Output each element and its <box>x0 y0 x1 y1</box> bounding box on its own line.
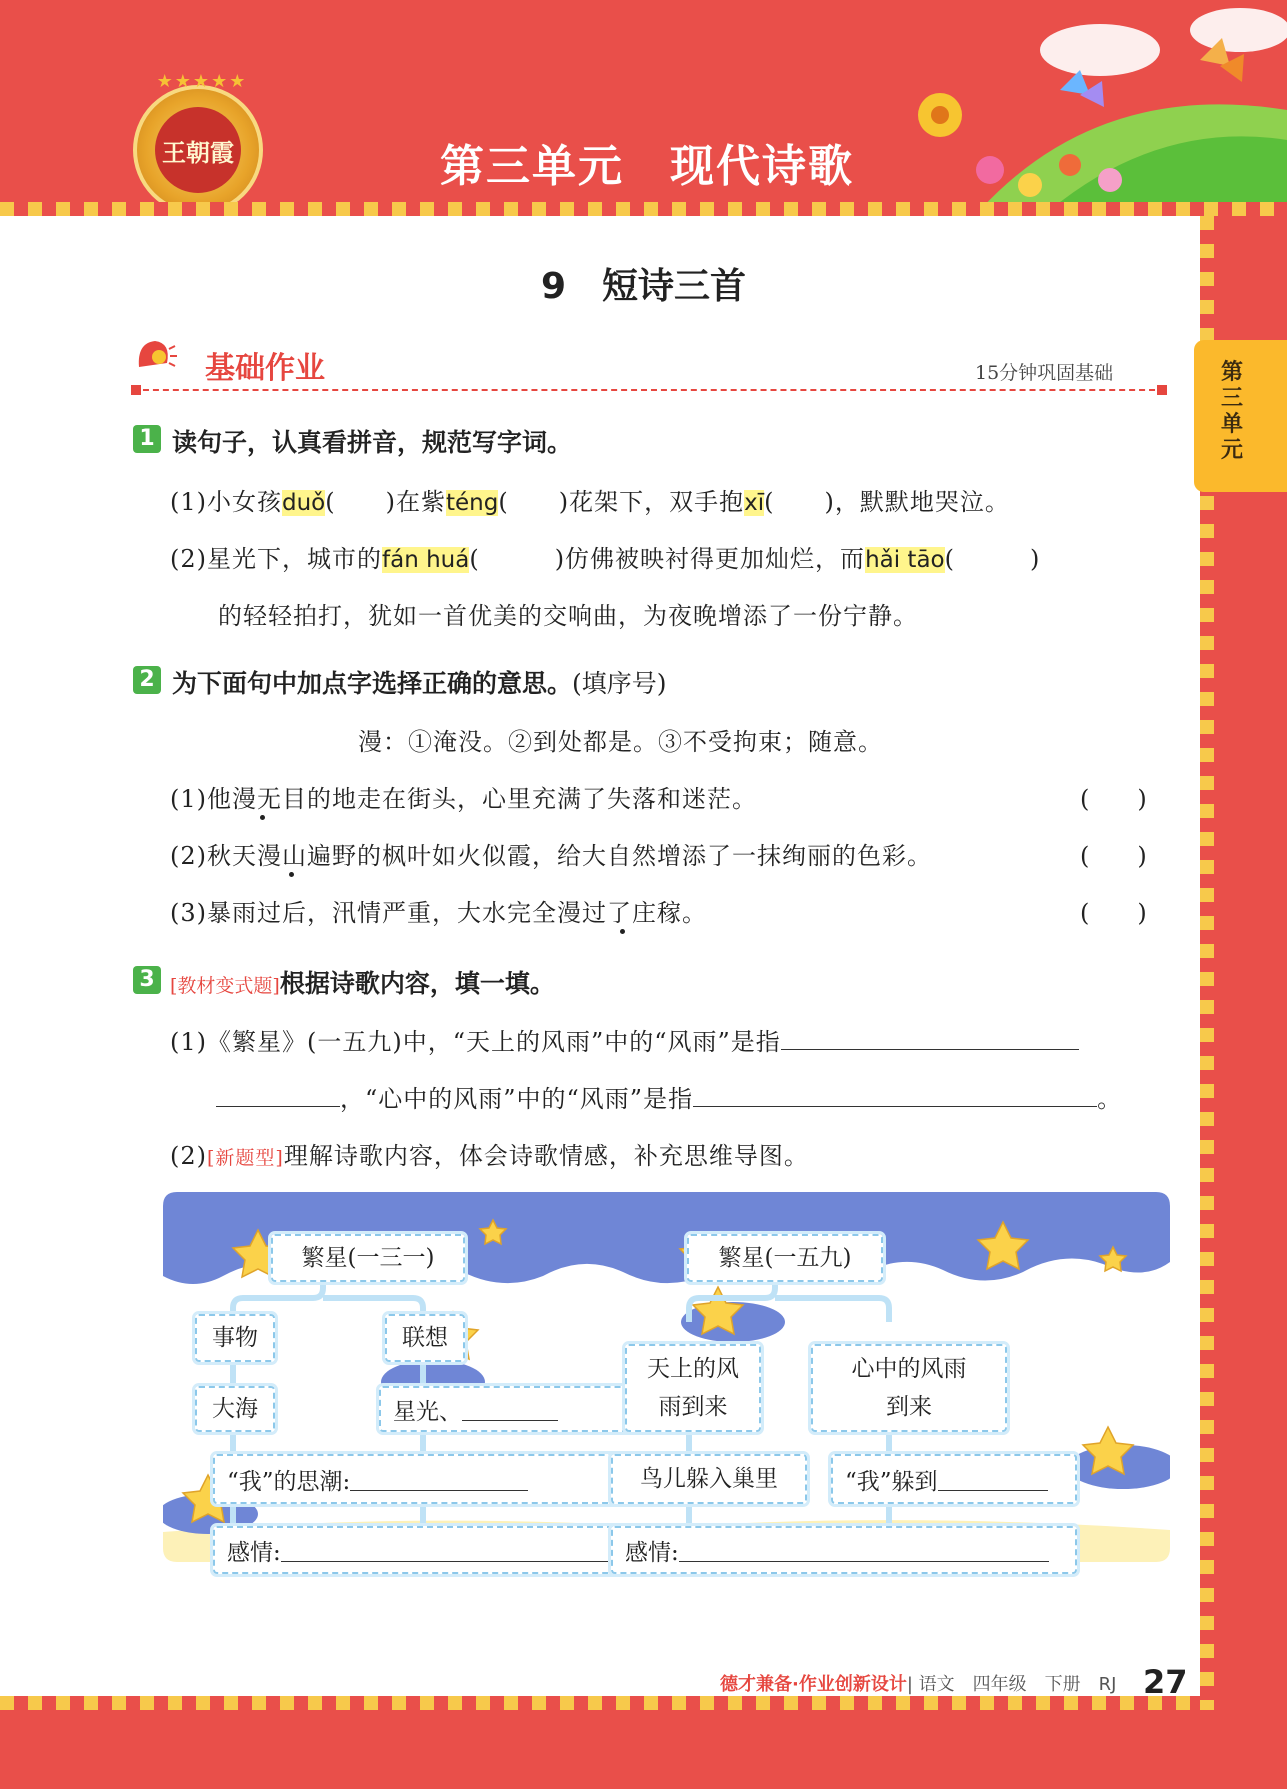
question-number-3: 3 <box>133 966 161 994</box>
question-3-title: [教材变式题]根据诗歌内容，填一填。 <box>170 969 555 998</box>
right-node-storm-heart: 心中的风雨 到来 <box>811 1344 1007 1432</box>
q2-item-2: (2)秋天漫山遍野的枫叶如火似霞，给大自然增添了一抹绚丽的色彩。 <box>170 842 932 870</box>
q1-line-3: 的轻轻拍打，犹如一首优美的交响曲，为夜晚增添了一份宁静。 <box>218 602 918 630</box>
q1-line-2: (2)星光下，城市的fán huá( )仿佛被映衬得更加灿烂，而hǎi tāo( ) <box>170 545 1041 573</box>
right-root-node: 繁星(一五九) <box>687 1234 883 1282</box>
q3-line-1: (1)《繁星》(一五九)中，“天上的风雨”中的“风雨”是指 <box>170 1022 1079 1057</box>
lesson-title: 9 短诗三首 <box>540 266 747 307</box>
left-node-things: 事物 <box>195 1314 275 1362</box>
mind-map <box>163 1192 1170 1566</box>
bell-icon <box>133 337 177 375</box>
answer-blank[interactable] <box>693 1084 1097 1107</box>
emphasis-dot <box>620 929 625 934</box>
right-node-birds: 鸟儿躲入巢里 <box>611 1454 807 1504</box>
section-title: 基础作业 <box>205 351 325 386</box>
left-node-starlight: 星光、 <box>379 1386 637 1432</box>
right-node-storm-sky: 天上的风 雨到来 <box>625 1344 761 1432</box>
unit-title: 第三单元 现代诗歌 <box>440 141 854 192</box>
q2-item-1: (1)他漫无目的地走在街头，心里充满了失落和迷茫。 <box>170 785 757 813</box>
answer-blank[interactable] <box>462 1398 558 1421</box>
answer-blank-2[interactable]: ( ) <box>1080 842 1147 870</box>
left-node-feeling: 感情: <box>213 1526 637 1574</box>
logo-stars: ★★★★★ <box>156 71 248 92</box>
footer-text: 德才兼备·作业创新设计| 语文 四年级 下册 RJ <box>720 1674 1117 1695</box>
left-node-association: 联想 <box>385 1314 465 1362</box>
answer-blank[interactable] <box>781 1027 1079 1050</box>
question-2-title: 为下面句中加点字选择正确的意思。(填序号) <box>172 669 667 698</box>
footer-wave-border <box>0 1696 1210 1710</box>
q3-line-2: ，“心中的风雨”中的“风雨”是指 。 <box>216 1079 1122 1114</box>
q1-line-1: (1)小女孩duǒ( )在紫téng( )花架下，双手抱xī( )，默默地哭泣。 <box>170 488 1010 516</box>
left-node-sea: 大海 <box>195 1386 275 1432</box>
brand-logo <box>133 71 263 215</box>
answer-blank-3[interactable]: ( ) <box>1080 899 1147 927</box>
logo-text: 王朝霞 <box>162 137 234 167</box>
answer-blank[interactable] <box>350 1468 528 1491</box>
emphasis-dot <box>260 815 265 820</box>
section-time-note: 15分钟巩固基础 <box>975 362 1114 384</box>
question-number-2: 2 <box>133 666 161 694</box>
q3-line-3: (2)[新题型]理解诗歌内容，体会诗歌情感，补充思维导图。 <box>170 1142 809 1170</box>
answer-blank[interactable] <box>216 1084 340 1107</box>
answer-blank[interactable] <box>281 1539 611 1562</box>
question-1-title: 读句子，认真看拼音，规范写字词。 <box>172 428 573 457</box>
q2-item-3: (3)暴雨过后，汛情严重，大水完全漫过了庄稼。 <box>170 899 707 927</box>
answer-blank[interactable] <box>938 1468 1048 1491</box>
q2-definition: 漫：①淹没。②到处都是。③不受拘束；随意。 <box>358 728 883 756</box>
right-node-feeling: 感情: <box>611 1526 1077 1574</box>
answer-blank-1[interactable]: ( ) <box>1080 785 1147 813</box>
header-wave-border <box>0 202 1287 216</box>
header-banner <box>0 0 1287 228</box>
left-node-thoughts: “我”的思潮: <box>213 1454 637 1504</box>
page-number: 27 <box>1143 1663 1188 1701</box>
section-divider <box>133 389 1165 391</box>
unit-side-tab[interactable]: 第三单元 <box>1194 340 1287 492</box>
left-root-node: 繁星(一三一) <box>271 1234 465 1282</box>
question-number-1: 1 <box>133 425 161 453</box>
emphasis-dot <box>289 872 294 877</box>
right-node-hide: “我”躲到 <box>831 1454 1077 1504</box>
answer-blank[interactable] <box>679 1539 1049 1562</box>
spring-scene-illustration <box>900 0 1287 210</box>
